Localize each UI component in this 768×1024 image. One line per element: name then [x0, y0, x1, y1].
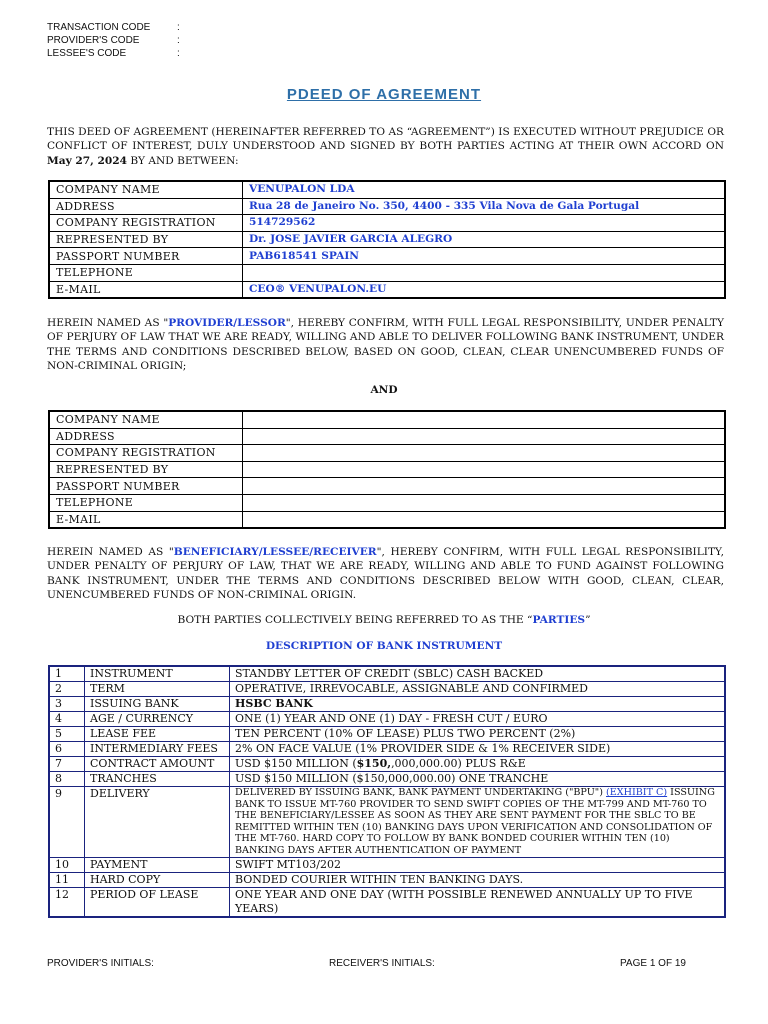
table-row — [49, 757, 725, 772]
provider-role: PROVIDER/LESSOR — [168, 317, 286, 329]
row-value: USD $150 MILLION ($150,000,000.00) ONE TRANCHE — [230, 772, 726, 787]
field-value — [243, 445, 726, 462]
field-label: ADDRESS — [49, 428, 243, 445]
intro-tail: BY AND BETWEEN: — [127, 154, 239, 167]
value-text: ,000,000.00) PLUS R&E — [391, 757, 526, 770]
table-row — [49, 428, 725, 445]
value-text: DELIVERED BY ISSUING BANK, BANK PAYMENT UNDERTAKING ("BPU") — [235, 787, 606, 798]
field-label: E-MAIL — [49, 281, 243, 298]
document-title-wrap — [0, 86, 768, 103]
table-row — [49, 772, 725, 787]
agreement-date: May 27, 2024 — [47, 154, 128, 167]
table-row — [49, 666, 725, 682]
page-number: PAGE 1 OF 19 — [620, 958, 686, 969]
row-label: INTERMEDIARY FEES — [85, 742, 230, 757]
provider-paragraph — [47, 316, 724, 373]
row-label: TRANCHES — [85, 772, 230, 787]
field-label: REPRESENTED BY — [49, 231, 243, 248]
table-row — [49, 887, 725, 917]
reference-codes — [47, 21, 187, 60]
provider-initials: PROVIDER'S INITIALS: — [47, 958, 154, 969]
lessee-code-label: LESSEE'S CODE — [47, 48, 127, 59]
field-label: PASSPORT NUMBER — [49, 478, 243, 495]
lessee-code-row — [47, 47, 187, 60]
field-value: VENUPALON LDA — [243, 181, 726, 198]
row-number: 1 — [49, 666, 85, 682]
table-row — [49, 181, 725, 198]
field-value: 514729562 — [243, 215, 726, 232]
parties-post: ” — [585, 614, 591, 626]
table-row — [49, 411, 725, 428]
table-row — [49, 264, 725, 281]
table-row — [49, 215, 725, 232]
receiver-para-pre: HEREIN NAMED AS " — [47, 546, 174, 558]
transaction-code-label: TRANSACTION CODE — [47, 22, 151, 33]
row-number: 7 — [49, 757, 85, 772]
row-label: PERIOD OF LEASE — [85, 887, 230, 917]
intro-paragraph — [47, 125, 724, 168]
field-label: ADDRESS — [49, 198, 243, 215]
row-value — [230, 787, 726, 858]
row-number: 8 — [49, 772, 85, 787]
row-value: BONDED COURIER WITHIN TEN BANKING DAYS. — [230, 872, 726, 887]
field-label: E-MAIL — [49, 511, 243, 528]
field-value: Dr. JOSE JAVIER GARCIA ALEGRO — [243, 231, 726, 248]
value-text: ISSUING BANK TO ISSUE MT-760 PROVIDER TO SEND SWIFT COPIES OF THE MT-799 AND MT-760 TO THE BENEFICIARY/LESSEE AS SOON AS THEY ARE SENT PAYMENT FOR THE SBLC TO BE REMITTED WITHIN TEN (10) BANKING DAYS UPON VERIFICATION AND CONSOLIDATION OF THE MT-760. HARD COPY TO FOLLOW BY BANK BONDED COURIER WITHIN TEN (10) BANKING DAYS AFTER AUTHENTICATION OF PAYMENT — [235, 787, 715, 856]
instrument-heading: DESCRIPTION OF BANK INSTRUMENT — [265, 640, 503, 652]
row-number: 9 — [49, 787, 85, 858]
table-row — [49, 727, 725, 742]
row-number: 3 — [49, 697, 85, 712]
row-value: STANDBY LETTER OF CREDIT (SBLC) CASH BACKED — [230, 666, 726, 682]
field-value — [243, 478, 726, 495]
table-row — [49, 281, 725, 298]
field-value: PAB618541 SPAIN — [243, 248, 726, 265]
field-value — [243, 264, 726, 281]
and-separator: AND — [370, 384, 398, 396]
receiver-role: BENEFICIARY/LESSEE/RECEIVER — [173, 546, 377, 558]
field-value — [243, 461, 726, 478]
provider-details-table — [48, 180, 726, 299]
row-number: 11 — [49, 872, 85, 887]
row-value: OPERATIVE, IRREVOCABLE, ASSIGNABLE AND CONFIRMED — [230, 682, 726, 697]
field-value: Rua 28 de Janeiro No. 350, 4400 - 335 Vila Nova de Gala Portugal — [243, 198, 726, 215]
field-value — [243, 428, 726, 445]
row-label: DELIVERY — [85, 787, 230, 858]
table-row — [49, 682, 725, 697]
table-row — [49, 697, 725, 712]
field-value: CEO® VENUPALON.EU — [243, 281, 726, 298]
table-row — [49, 494, 725, 511]
field-value — [243, 411, 726, 428]
field-label: REPRESENTED BY — [49, 461, 243, 478]
receiver-paragraph — [47, 545, 724, 602]
row-value: TEN PERCENT (10% OF LEASE) PLUS TWO PERCENT (2%) — [230, 727, 726, 742]
value-bold: $150, — [356, 757, 392, 770]
row-label: PAYMENT — [85, 857, 230, 872]
row-number: 4 — [49, 712, 85, 727]
row-number: 5 — [49, 727, 85, 742]
colon: : — [177, 22, 180, 33]
value-text: USD $150 MILLION ( — [235, 757, 357, 770]
provider-code-row — [47, 34, 187, 47]
field-label: COMPANY NAME — [49, 181, 243, 198]
row-label: INSTRUMENT — [85, 666, 230, 682]
row-value: HSBC BANK — [230, 697, 726, 712]
field-value — [243, 511, 726, 528]
field-value — [243, 494, 726, 511]
parties-pre: BOTH PARTIES COLLECTIVELY BEING REFERRED TO AS THE “ — [177, 614, 533, 626]
table-row — [49, 198, 725, 215]
field-label: COMPANY REGISTRATION — [49, 445, 243, 462]
receiver-details-table — [48, 410, 726, 529]
row-number: 12 — [49, 887, 85, 917]
table-row — [49, 461, 725, 478]
row-number: 6 — [49, 742, 85, 757]
receiver-initials: RECEIVER'S INITIALS: — [329, 958, 435, 969]
provider-para-post: ", HEREBY CONFIRM, WITH FULL LEGAL RESPONSIBILITY, UNDER PENALTY OF PERJURY OF LAW THAT WE ARE READY, WILLING AND ABLE TO DELIVER FOLLOWING BANK INSTRUMENT, UNDER THE TERMS AND CONDITIONS DESCRIBED BELOW, BASED ON GOOD, CLEAN, CLEAR UNENCUMBERED FUNDS OF NON-CRIMINAL ORIGIN; — [47, 317, 724, 372]
row-label: AGE / CURRENCY — [85, 712, 230, 727]
field-label: PASSPORT NUMBER — [49, 248, 243, 265]
row-value: 2% ON FACE VALUE (1% PROVIDER SIDE & 1% RECEIVER SIDE) — [230, 742, 726, 757]
field-label: TELEPHONE — [49, 494, 243, 511]
parties-role: PARTIES — [532, 614, 586, 626]
table-row — [49, 248, 725, 265]
row-value — [230, 757, 726, 772]
colon: : — [177, 48, 180, 59]
table-row — [49, 872, 725, 887]
document-title: PDEED OF AGREEMENT — [286, 86, 482, 103]
provider-para-pre: HEREIN NAMED AS " — [47, 317, 169, 329]
colon: : — [177, 35, 180, 46]
row-value: SWIFT MT103/202 — [230, 857, 726, 872]
row-label: TERM — [85, 682, 230, 697]
row-number: 10 — [49, 857, 85, 872]
row-label: HARD COPY — [85, 872, 230, 887]
row-label: CONTRACT AMOUNT — [85, 757, 230, 772]
field-label: COMPANY REGISTRATION — [49, 215, 243, 232]
intro-text: THIS DEED OF AGREEMENT (HEREINAFTER REFERRED TO AS “AGREEMENT”) IS EXECUTED WITHOUT PREJUDICE OR CONFLICT OF INTEREST, DULY UNDERSTOOD AND SIGNED BY BOTH PARTIES ACTING AT THEIR OWN ACCORD ON — [47, 126, 724, 153]
parties-line — [0, 614, 768, 626]
row-number: 2 — [49, 682, 85, 697]
table-row — [49, 857, 725, 872]
table-row — [49, 742, 725, 757]
field-label: TELEPHONE — [49, 264, 243, 281]
table-row — [49, 712, 725, 727]
row-value: ONE YEAR AND ONE DAY (WITH POSSIBLE RENEWED ANNUALLY UP TO FIVE YEARS) — [230, 887, 726, 917]
table-row — [49, 478, 725, 495]
row-value: ONE (1) YEAR AND ONE (1) DAY - FRESH CUT / EURO — [230, 712, 726, 727]
bank-instrument-table — [48, 665, 726, 918]
transaction-code-row — [47, 21, 187, 34]
table-row — [49, 231, 725, 248]
table-row — [49, 511, 725, 528]
exhibit-link[interactable]: (EXHIBIT C) — [606, 787, 668, 798]
table-row — [49, 445, 725, 462]
row-label: ISSUING BANK — [85, 697, 230, 712]
provider-code-label: PROVIDER'S CODE — [47, 35, 140, 46]
receiver-para-post: ", HEREBY CONFIRM, WITH FULL LEGAL RESPONSIBILITY, UNDER PENALTY OF PERJURY OF LAW, THAT WE ARE READY, WILLING AND ABLE TO FUND AGAINST FOLLOWING BANK INSTRUMENT, UNDER THE TERMS AND CONDITIONS DESCRIBED BELOW WITH GOOD, CLEAN, CLEAR, UNENCUMBERED FUNDS OF NON-CRIMINAL ORIGIN. — [47, 546, 725, 601]
table-row — [49, 787, 725, 858]
field-label: COMPANY NAME — [49, 411, 243, 428]
row-label: LEASE FEE — [85, 727, 230, 742]
